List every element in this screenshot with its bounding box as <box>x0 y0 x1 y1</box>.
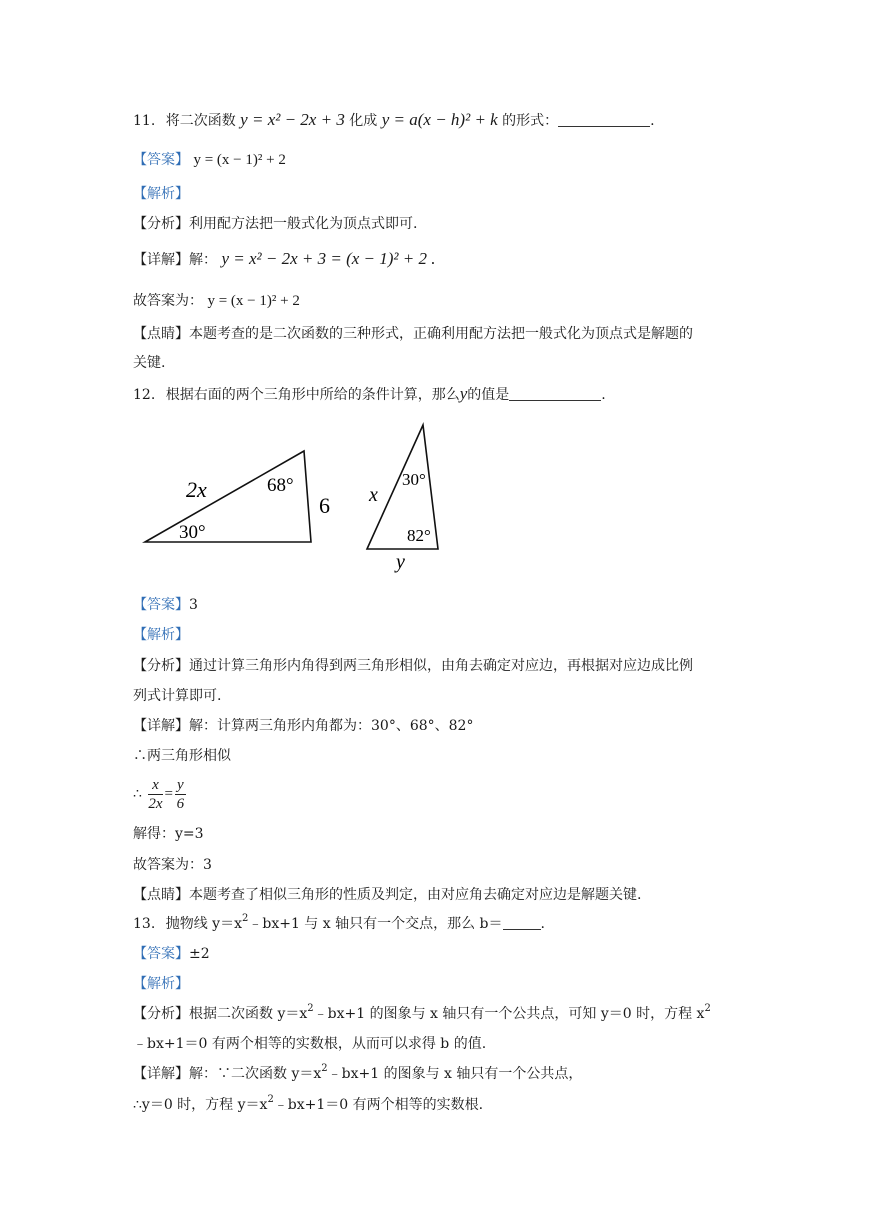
q13-text-b: ﹣bx+1 与 x 轴只有一个交点，那么 b＝ <box>248 916 503 932</box>
q11-number: 11. <box>133 113 156 129</box>
q11-dianjing-2: 关键. <box>133 355 166 371</box>
q12-proportion <box>133 774 188 814</box>
q12-dianjing-text: 本题考查了相似三角形的性质及判定，由对应角去确定对应边是解题关键. <box>189 887 642 903</box>
q11-end: . <box>650 113 655 129</box>
answer-blank <box>503 915 541 930</box>
q13-xiangjie <box>133 1064 582 1084</box>
q11-text-b: 化成 <box>349 113 378 129</box>
dianjing-tag: 【点睛】 <box>133 326 189 342</box>
q13-last-a: ∴y＝0 时，方程 y＝x <box>133 1097 268 1113</box>
xiangjie-tag: 【详解】 <box>133 718 189 734</box>
fraction-right <box>175 776 186 813</box>
q12-answer-value: 3 <box>189 597 198 613</box>
q12-jiede: 解得：y=3 <box>133 826 204 842</box>
q11-text-c: 的形式： <box>502 113 559 129</box>
q12-text-b: 的值是 <box>467 387 510 403</box>
q13-question <box>133 914 545 934</box>
q13-fenxi-b: ﹣bx+1 的图象与 x 轴只有一个公共点，可知 y＝0 时，方程 x <box>313 1006 705 1022</box>
t2-base: y <box>396 551 405 573</box>
triangle-left <box>145 451 311 542</box>
answer-tag: 【答案】 <box>133 152 189 168</box>
superscript: 2 <box>307 1003 314 1014</box>
answer-tag: 【答案】 <box>133 597 189 613</box>
q12-fenxi <box>133 656 693 676</box>
q13-last-b: ﹣bx+1＝0 有两个相等的实数根. <box>273 1097 484 1113</box>
q12-xiangjie-text: 解：计算两三角形内角都为：30°、68°、82° <box>189 718 474 734</box>
xiangjie-tag: 【详解】 <box>133 1066 189 1082</box>
q11-formula-1: y = x² − 2x + 3 <box>240 110 345 129</box>
q12-var: y <box>459 384 468 403</box>
t2-angle-top: 30° <box>402 470 426 489</box>
answer-tag: 【答案】 <box>133 946 189 962</box>
fraction-left-den: 2x <box>148 795 163 812</box>
t2-side: x <box>369 484 378 506</box>
superscript: 2 <box>704 1003 711 1014</box>
q12-analysis-tag: 【解析】 <box>133 627 189 643</box>
q13-xiangjie-b: ﹣bx+1 的图象与 x 轴只有一个公共点， <box>327 1066 583 1082</box>
q12-gu: 故答案为：3 <box>133 857 212 873</box>
q11-dianjing-1: 本题考查的是二次函数的三种形式，正确利用配方法把一般式化为顶点式是解题的 <box>189 326 693 342</box>
t1-side-b: 6 <box>319 493 330 518</box>
fraction-right-den: 6 <box>176 795 185 812</box>
q12-dianjing <box>133 885 641 905</box>
therefore-symbol: ∴ <box>133 786 142 802</box>
q12-text-a: 根据右面的两个三角形中所给的条件计算，那么 <box>165 387 460 403</box>
triangles-figure <box>0 0 869 600</box>
equals-sign: = <box>164 786 174 802</box>
q11-xiangjie-pre: 解： <box>189 252 217 268</box>
fenxi-tag: 【分析】 <box>133 1006 189 1022</box>
q13-xiangjie-a: 解：∵二次函数 y＝x <box>189 1066 322 1082</box>
t2-angle-right: 82° <box>407 526 431 545</box>
q11-answer-value: y = (x − 1)² + 2 <box>193 152 286 168</box>
q11-text-a: 将二次函数 <box>165 113 236 129</box>
fenxi-tag: 【分析】 <box>133 658 189 674</box>
t1-angle-top: 68° <box>267 475 294 496</box>
xiangjie-tag: 【详解】 <box>133 252 189 268</box>
q13-fenxi-a: 根据二次函数 y＝x <box>189 1006 308 1022</box>
q11-formula-2: y = a(x − h)² + k <box>381 110 498 129</box>
t1-side-a: 2x <box>186 477 207 502</box>
q11-gu-text: 故答案为： <box>133 293 203 309</box>
q12-fenxi-1: 通过计算三角形内角得到两三角形相似，由角去确定对应边，再根据对应边成比例 <box>189 658 693 674</box>
q12-xiangjie <box>133 716 473 736</box>
superscript: 2 <box>241 913 249 924</box>
q13-conclusion <box>133 1095 483 1115</box>
q11-fenxi-text: 利用配方法把一般式化为顶点式即可. <box>189 216 418 232</box>
q13-number: 13. <box>133 916 156 932</box>
q13-analysis-tag: 【解析】 <box>133 976 189 992</box>
q12-number: 12. <box>133 387 156 403</box>
fraction-right-num: y <box>177 776 184 793</box>
q11-gu-math: y = (x − 1)² + 2 <box>207 293 300 309</box>
q12-answer <box>133 595 198 615</box>
t1-angle-left: 30° <box>179 522 206 543</box>
q11-xiangjie-math: y = x² − 2x + 3 = (x − 1)² + 2 . <box>221 249 436 268</box>
superscript: 2 <box>321 1063 328 1074</box>
q13-end: . <box>540 916 545 932</box>
q13-answer <box>133 944 210 964</box>
q12-end: . <box>601 387 606 403</box>
fraction-left-num: x <box>148 776 162 795</box>
q13-fenxi-2: ﹣bx+1＝0 有两个相等的实数根，从而可以求得 b 的值. <box>133 1036 487 1052</box>
q12-therefore-similar: ∴两三角形相似 <box>133 748 231 764</box>
dianjing-tag: 【点睛】 <box>133 887 189 903</box>
fraction-left <box>148 776 162 813</box>
q13-text-a: 抛物线 y＝x <box>165 916 242 932</box>
fenxi-tag: 【分析】 <box>133 216 189 232</box>
q13-fenxi <box>133 1004 711 1024</box>
q11-analysis-tag: 【解析】 <box>133 186 189 202</box>
superscript: 2 <box>267 1094 274 1105</box>
q12-fenxi-2: 列式计算即可. <box>133 688 222 704</box>
q13-answer-value: ±2 <box>189 946 210 962</box>
